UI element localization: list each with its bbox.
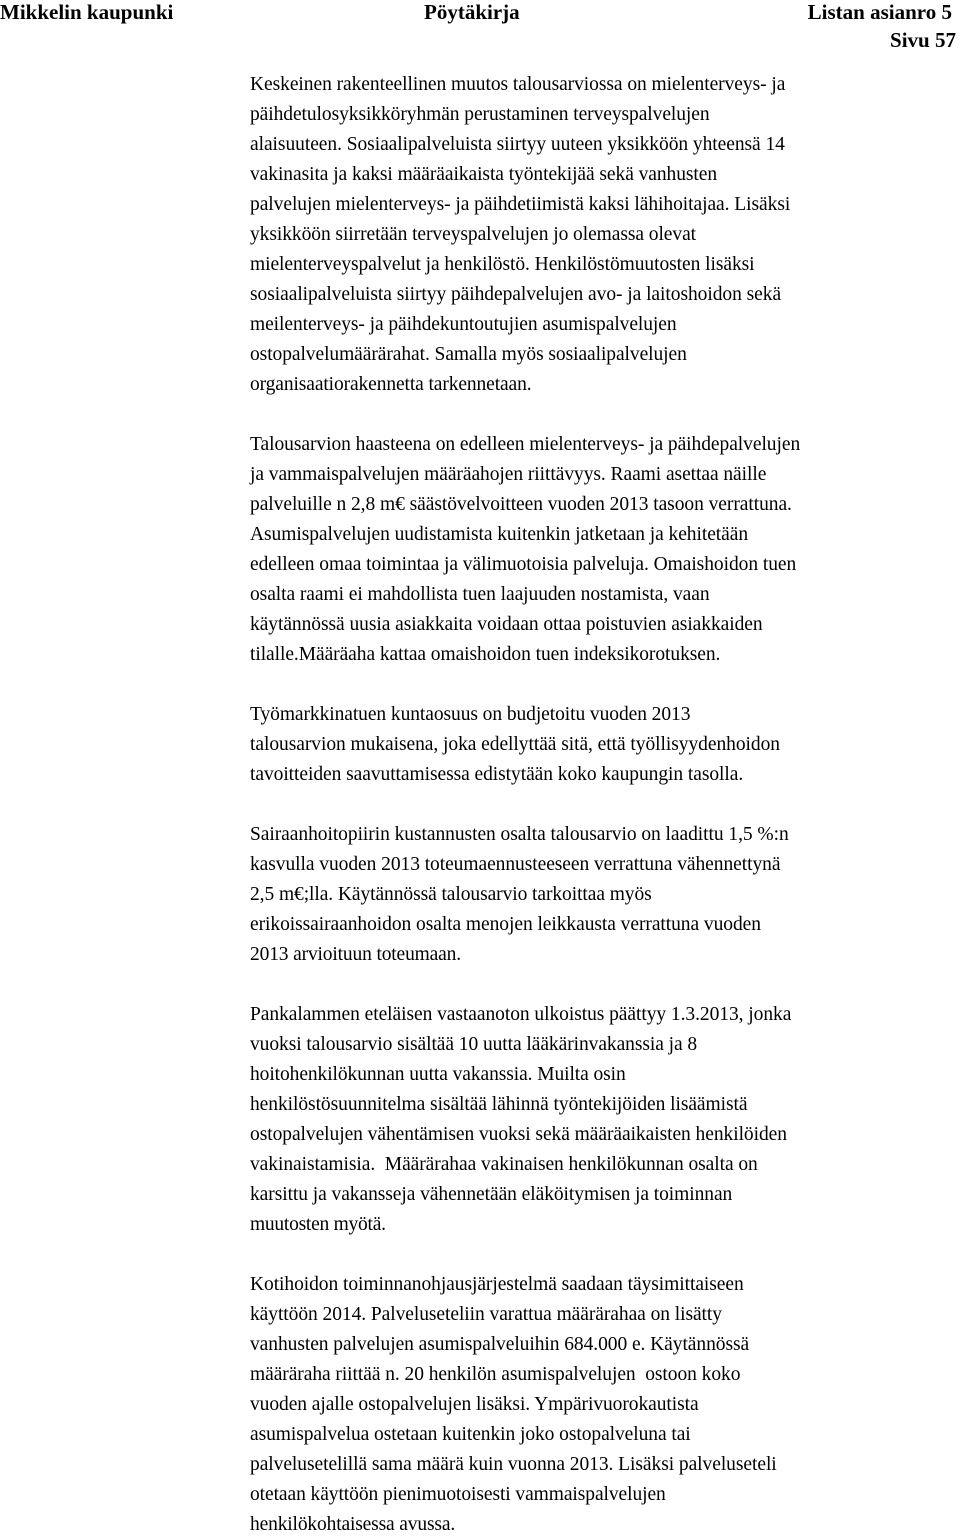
text-line: karsittu ja vakansseja vähennetään eläköitymisen ja toiminnan (250, 1184, 733, 1205)
text-line: käytännössä uusia asiakkaita voidaan ottaa poistuvien asiakkaiden (250, 614, 763, 635)
text-line: muutosten myötä. (250, 1214, 386, 1235)
text-line: Sairaanhoitopiirin kustannusten osalta talousarvio on laadittu 1,5 %:n (250, 824, 789, 845)
text-line: Keskeinen rakenteellinen muutos talousarviossa on mielenterveys- ja (250, 74, 786, 95)
text-line: yksikköön siirretään terveyspalvelujen jo olemassa olevat (250, 224, 697, 245)
text-line: mielenterveyspalvelut ja henkilöstö. Henkilöstömuutosten lisäksi (250, 254, 755, 275)
text-line: meilenterveys- ja päihdekuntoutujien asumispalvelujen (250, 314, 677, 335)
text-line: ostopalvelujen vähentämisen vuoksi sekä määräaikaisten henkilöiden (250, 1124, 787, 1145)
text-line: vuoksi talousarvio sisältää 10 uutta lääkärinvakanssia ja 8 (250, 1034, 698, 1055)
text-line: osalta raami ei mahdollista tuen laajuuden nostamista, vaan (250, 584, 710, 605)
text-line: henkilöstösuunnitelma sisältää lähinnä työntekijöiden lisäämistä (250, 1094, 748, 1115)
text-line: vakinasita ja kaksi määräaikaista työntekijää sekä vanhusten (250, 164, 718, 185)
text-line: vakinaistamisia. Määrärahaa vakinaisen henkilökunnan osalta on (250, 1154, 758, 1175)
text-line: kasvulla vuoden 2013 toteumaennusteeseen verrattuna vähennettynä (250, 854, 781, 875)
text-line: edelleen omaa toimintaa ja välimuotoisia palveluja. Omaishoidon tuen (250, 554, 797, 575)
text-line: palvelujen mielenterveys- ja päihdetiimistä kaksi lähihoitajaa. Lisäksi (250, 194, 791, 215)
paragraph (250, 70, 960, 400)
text-line: Kotihoidon toiminnanohjausjärjestelmä saadaan täysimittaiseen (250, 1274, 744, 1295)
text-line: alaisuuteen. Sosiaalipalveluista siirtyy uuteen yksikköön yhteensä 14 (250, 134, 785, 155)
agenda-item-number: Listan asianro 5 (807, 0, 952, 24)
page-header (0, 0, 960, 24)
text-line: henkilökohtaisessa avussa. (250, 1514, 456, 1535)
text-line: vanhusten palvelujen asumispalveluihin 684.000 e. Käytännössä (250, 1334, 750, 1355)
text-line: 2,5 m€;lla. Käytännössä talousarvio tarkoittaa myös (250, 884, 652, 905)
text-line: määräraha riittää n. 20 henkilön asumispalvelujen ostoon koko (250, 1364, 741, 1385)
page-number: Sivu 57 (890, 28, 956, 52)
text-line: sosiaalipalveluista siirtyy päihdepalvelujen avo- ja laitoshoidon sekä (250, 284, 782, 305)
text-line: Työmarkkinatuen kuntaosuus on budjetoitu vuoden 2013 (250, 704, 691, 725)
paragraph (250, 430, 960, 670)
text-line: talousarvion mukaisena, joka edellyttää sitä, että työllisyydenhoidon (250, 734, 780, 755)
text-line: käyttöön 2014. Palveluseteliin varattua määrärahaa on lisätty (250, 1304, 722, 1325)
text-line: ostopalvelumäärärahat. Samalla myös sosiaalipalvelujen (250, 344, 687, 365)
text-line: hoitohenkilökunnan uutta vakanssia. Muilta osin (250, 1064, 626, 1085)
text-line: tilalle.Määräaha kattaa omaishoidon tuen indeksikorotuksen. (250, 644, 721, 665)
paragraph (250, 1270, 960, 1540)
text-line: organisaatiorakennetta tarkennetaan. (250, 374, 532, 395)
text-line: 2013 arvioituun toteumaan. (250, 944, 461, 965)
paragraph (250, 820, 960, 970)
text-line: vuoden ajalle ostopalvelujen lisäksi. Ympärivuorokautista (250, 1394, 699, 1415)
document-type: Pöytäkirja (424, 0, 520, 24)
document-body (250, 70, 960, 1540)
text-line: Talousarvion haasteena on edelleen mielenterveys- ja päihdepalvelujen (250, 434, 801, 455)
text-line: päihdetulosyksikköryhmän perustaminen terveyspalvelujen (250, 104, 710, 125)
paragraph (250, 700, 960, 790)
organization-name: Mikkelin kaupunki (0, 0, 174, 24)
text-line: ja vammaispalvelujen määräahojen riittävyys. Raami asettaa näille (250, 464, 767, 485)
text-line: palveluille n 2,8 m€ säästövelvoitteen vuoden 2013 tasoon verrattuna. (250, 494, 792, 515)
text-line: asumispalvelua ostetaan kuitenkin joko ostopalveluna tai (250, 1424, 691, 1445)
paragraph (250, 1000, 960, 1240)
text-line: Pankalammen eteläisen vastaanoton ulkoistus päättyy 1.3.2013, jonka (250, 1004, 792, 1025)
text-line: erikoissairaanhoidon osalta menojen leikkausta verrattuna vuoden (250, 914, 761, 935)
text-line: otetaan käyttöön pienimuotoisesti vammaispalvelujen (250, 1484, 666, 1505)
text-line: Asumispalvelujen uudistamista kuitenkin jatketaan ja kehitetään (250, 524, 749, 545)
text-line: palvelusetelillä sama määrä kuin vuonna 2013. Lisäksi palveluseteli (250, 1454, 777, 1475)
text-line: tavoitteiden saavuttamisessa edistytään koko kaupungin tasolla. (250, 764, 744, 785)
